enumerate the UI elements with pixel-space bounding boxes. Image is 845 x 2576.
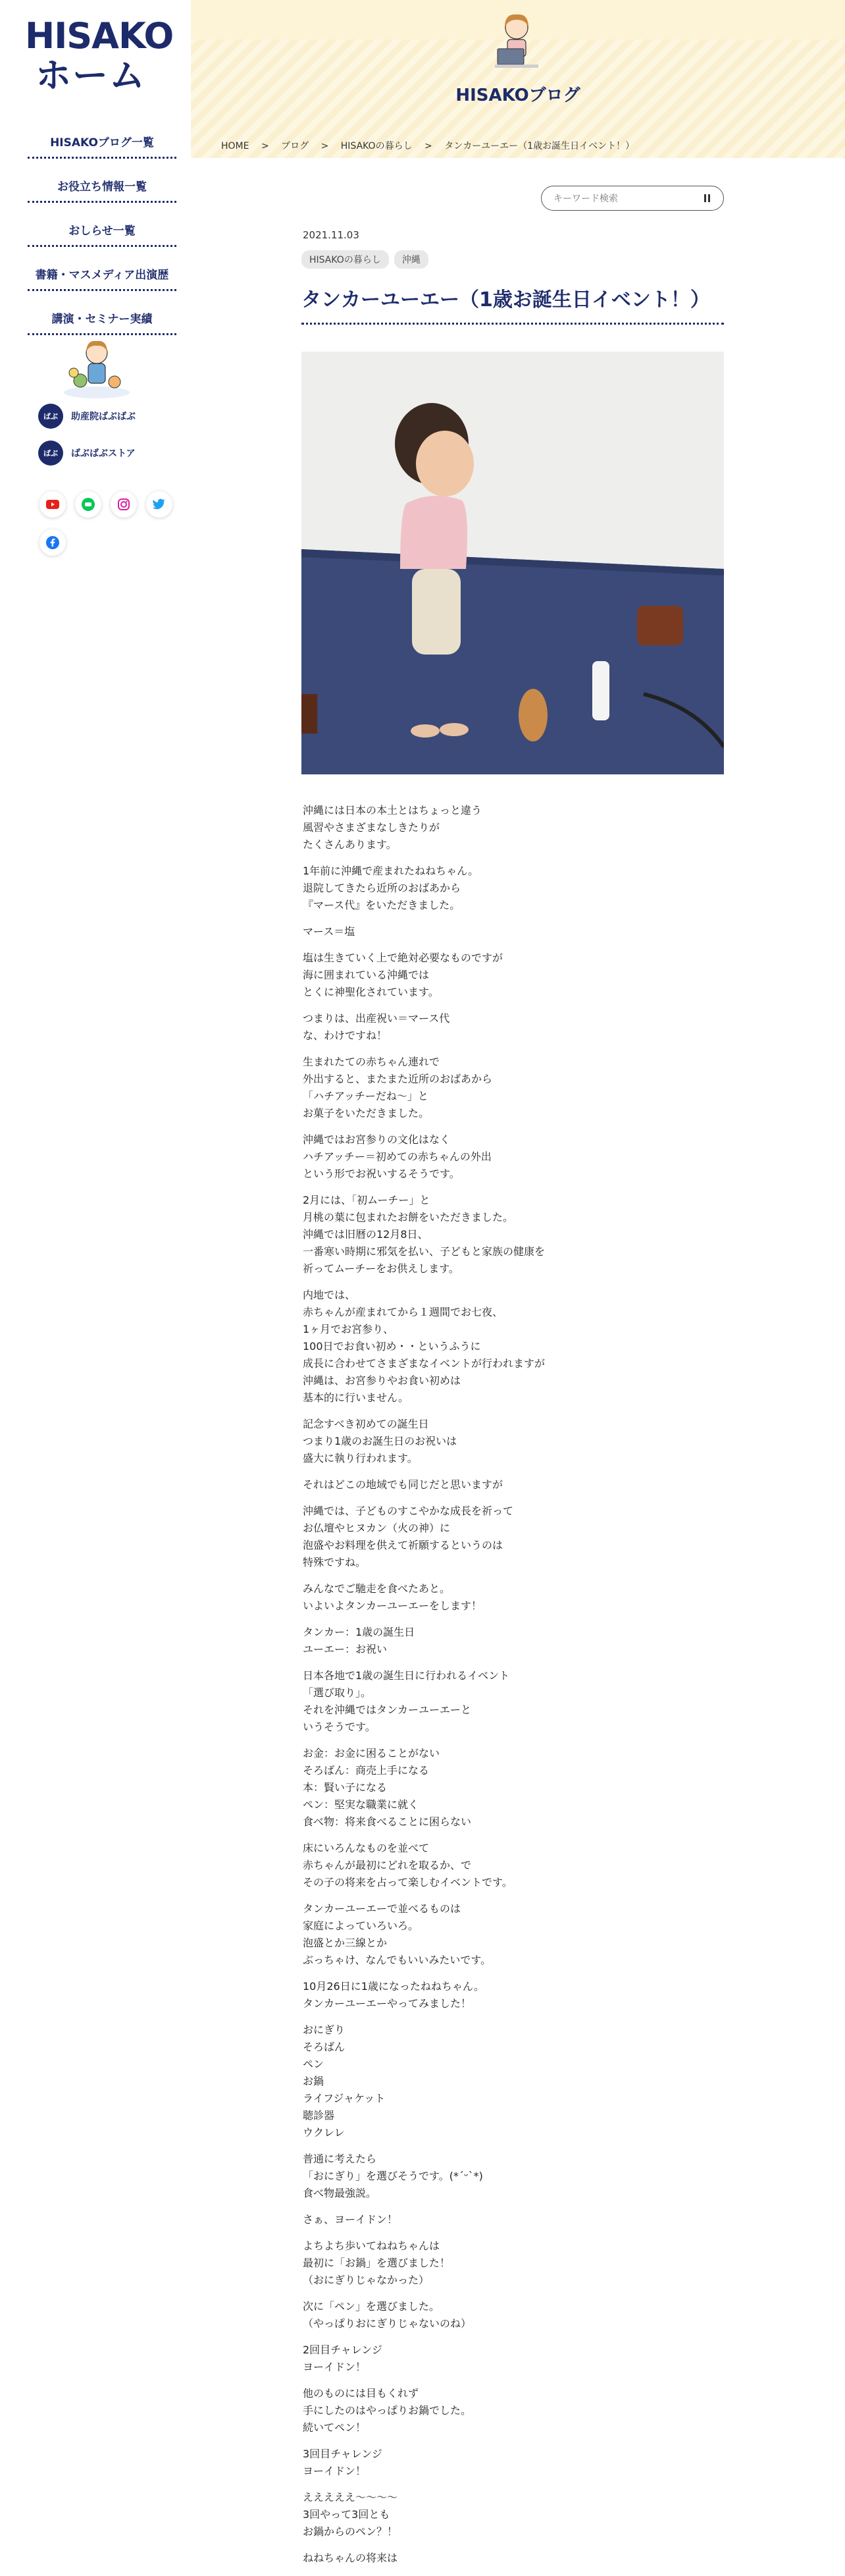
post-paragraph: 内地では、 赤ちゃんが産まれてから１週間でお七夜、 1ヶ月でお宮参り、 100日でお食い初め・・というふうに 成長に合わせてさまざまなイベントが行われますが 沖縄は、お宮参りやお食い初めは 基本的に行いません。 bbox=[303, 1289, 546, 1404]
breadcrumb-category[interactable]: HISAKOの暮らし bbox=[340, 141, 413, 151]
page-header bbox=[191, 0, 845, 158]
nav-useful-info[interactable]: お役立ち情報一覧 bbox=[28, 174, 176, 203]
post-paragraph: 日本各地で1歳の誕生日に行われるイベント 「選び取り」。 それを沖縄ではタンカーユーエーと いうそうです。 bbox=[303, 1669, 510, 1733]
link-babubabu-clinic-label: 助産院ばぶばぶ bbox=[71, 412, 136, 422]
sidebar-nav bbox=[28, 130, 176, 351]
post-date: 2021.11.03 bbox=[303, 229, 359, 241]
page-title: HISAKOブログ bbox=[455, 86, 580, 105]
post-paragraph: おにぎり そろばん ペン お鍋 ライフジャケット 聴診器 ウクレレ bbox=[303, 2024, 386, 2139]
logo-line2: ホーム bbox=[36, 55, 146, 96]
breadcrumb-blog[interactable]: ブログ bbox=[281, 141, 309, 151]
author-avatar-illustration bbox=[480, 8, 553, 74]
breadcrumb-separator: > bbox=[424, 141, 432, 151]
mascot-illustration bbox=[61, 335, 133, 400]
post-photo bbox=[301, 352, 724, 774]
post-paragraph: お金：お金に困ることがない そろばん：商売上手になる 本：賢い子になる ペン：堅実な職業に就く 食べ物：将来食べることに困らない bbox=[303, 1747, 472, 1828]
post-paragraph: 記念すべき初めての誕生日 つまり1歳のお誕生日のお祝いは 盛大に執り行われます。 bbox=[303, 1418, 457, 1464]
nav-blog-list[interactable]: HISAKOブログ一覧 bbox=[28, 130, 176, 159]
post-paragraph: タンカーユーエーで並べるものは 家庭によっていろいろ。 泡盛とか三線とか ぶっちゃけ、なんでもいいみたいです。 bbox=[303, 1902, 492, 1966]
post-paragraph: 普通に考えたら 「おにぎり」を選びそうです。(*ˊᵕˋ*) 食べ物最強説。 bbox=[303, 2153, 483, 2199]
link-babubabu-clinic[interactable] bbox=[38, 403, 136, 429]
search-icon[interactable] bbox=[701, 192, 714, 205]
post-paragraph: 生まれたての赤ちゃん連れで 外出すると、またまた近所のおばあから 「ハチアッチーだね〜」と お菓子をいただきました。 bbox=[303, 1056, 493, 1119]
line-icon[interactable] bbox=[75, 491, 101, 518]
breadcrumb bbox=[221, 139, 644, 152]
post-paragraph: 沖縄ではお宮参りの文化はなく ハチアッチー＝初めての赤ちゃんの外出 という形でお祝いするそうです。 bbox=[303, 1133, 492, 1180]
post-paragraph: 3回目チャレンジ ヨーイドン！ bbox=[303, 2448, 382, 2477]
post-paragraph: 2月には、「初ムーチー」と 月桃の葉に包まれたお餅をいただきました。 沖縄では旧暦の12月8日、 一番寒い時期に邪気を払い、子どもと家族の健康を 祈ってムーチーをお供えします。 bbox=[303, 1194, 546, 1275]
post-paragraph: タンカー：1歳の誕生日 ユーエー：お祝い bbox=[303, 1626, 415, 1655]
post-paragraph: 沖縄には日本の本土とはちょっと違う 風習やさまざまなしきたりが たくさんあります。 bbox=[303, 804, 482, 851]
post-paragraph: つまりは、出産祝い＝マース代 な、わけですね！ bbox=[303, 1012, 450, 1042]
youtube-icon[interactable] bbox=[39, 491, 66, 518]
post-body bbox=[303, 802, 724, 2576]
logo-line1: HISAKO bbox=[25, 15, 174, 57]
tag-okinawa[interactable]: 沖縄 bbox=[394, 250, 428, 269]
post-paragraph: みんなでご馳走を食べたあと。 いよいよタンカーユーエーをします！ bbox=[303, 1582, 482, 1612]
post-paragraph: 1年前に沖縄で産まれたねねちゃん。 退院してきたら近所のおばあから 『マース代』をいただきました。 bbox=[303, 865, 479, 911]
tag-hisako-life[interactable]: HISAKOの暮らし bbox=[301, 250, 389, 269]
post-paragraph: 10月26日に1歳になったねねちゃん。 タンカーユーエーやってみました！ bbox=[303, 1980, 484, 2010]
post-paragraph: ねねちゃんの将来は bbox=[303, 2552, 398, 2564]
post-paragraph: 沖縄では、子どものすこやかな成長を祈って お仏壇やヒヌカン（火の神）に 泡盛やお料理を供えて祈願するというのは 特殊ですね。 bbox=[303, 1505, 514, 1569]
breadcrumb-home[interactable]: HOME bbox=[221, 141, 249, 151]
nav-books-media[interactable]: 書籍・マスメディア出演歴 bbox=[28, 263, 176, 291]
post-tags bbox=[301, 250, 428, 269]
post-paragraph: よちよち歩いてねねちゃんは 最初に「お鍋」を選びました！ （おにぎりじゃなかった） bbox=[303, 2240, 451, 2286]
site-logo[interactable] bbox=[25, 15, 174, 96]
sidebar bbox=[0, 0, 191, 2536]
babubabu-store-logo-icon: ばぶ bbox=[38, 441, 63, 466]
post-paragraph: マース＝塩 bbox=[303, 925, 355, 938]
search-input[interactable] bbox=[552, 191, 693, 207]
post-title: タンカーユーエー（1歳お誕生日イベント！） bbox=[301, 283, 724, 325]
search-box bbox=[541, 186, 724, 211]
post-paragraph: 次に「ペン」を選びました。 （やっぱりおにぎりじゃないのね） bbox=[303, 2300, 472, 2330]
facebook-icon[interactable] bbox=[39, 529, 66, 556]
post-paragraph: 床にいろんなものを並べて 赤ちゃんが最初にどれを取るか、で その子の将来を占って楽しむイベントです。 bbox=[303, 1842, 513, 1889]
breadcrumb-separator: > bbox=[261, 141, 269, 151]
post-paragraph: 2回目チャレンジ ヨーイドン！ bbox=[303, 2344, 382, 2373]
nav-news[interactable]: おしらせ一覧 bbox=[28, 219, 176, 247]
post-paragraph: えええええ〜〜〜〜 3回やって3回とも お鍋からのペン？！ bbox=[303, 2491, 398, 2538]
breadcrumb-current: タンカーユーエー（1歳お誕生日イベント！） bbox=[444, 141, 635, 151]
post-paragraph: 塩は生きていく上で絶対必要なものですが 海に囲まれている沖縄では とくに神聖化されています。 bbox=[303, 952, 503, 998]
link-babubabu-store[interactable] bbox=[38, 440, 136, 466]
nav-lectures[interactable]: 講演・セミナー実績 bbox=[28, 307, 176, 335]
babubabu-logo-icon: ばぶ bbox=[38, 404, 63, 429]
post-paragraph: さぁ、ヨーイドン！ bbox=[303, 2213, 398, 2226]
twitter-icon[interactable] bbox=[146, 491, 172, 518]
breadcrumb-separator: > bbox=[320, 141, 329, 151]
instagram-icon[interactable] bbox=[111, 491, 137, 518]
post-paragraph: それはどこの地域でも同じだと思いますが bbox=[303, 1478, 503, 1491]
link-babubabu-store-label: ばぶばぶストア bbox=[71, 448, 136, 459]
post-paragraph: 他のものには目もくれず 手にしたのはやっぱりお鍋でした。 続いてペン！ bbox=[303, 2387, 472, 2434]
